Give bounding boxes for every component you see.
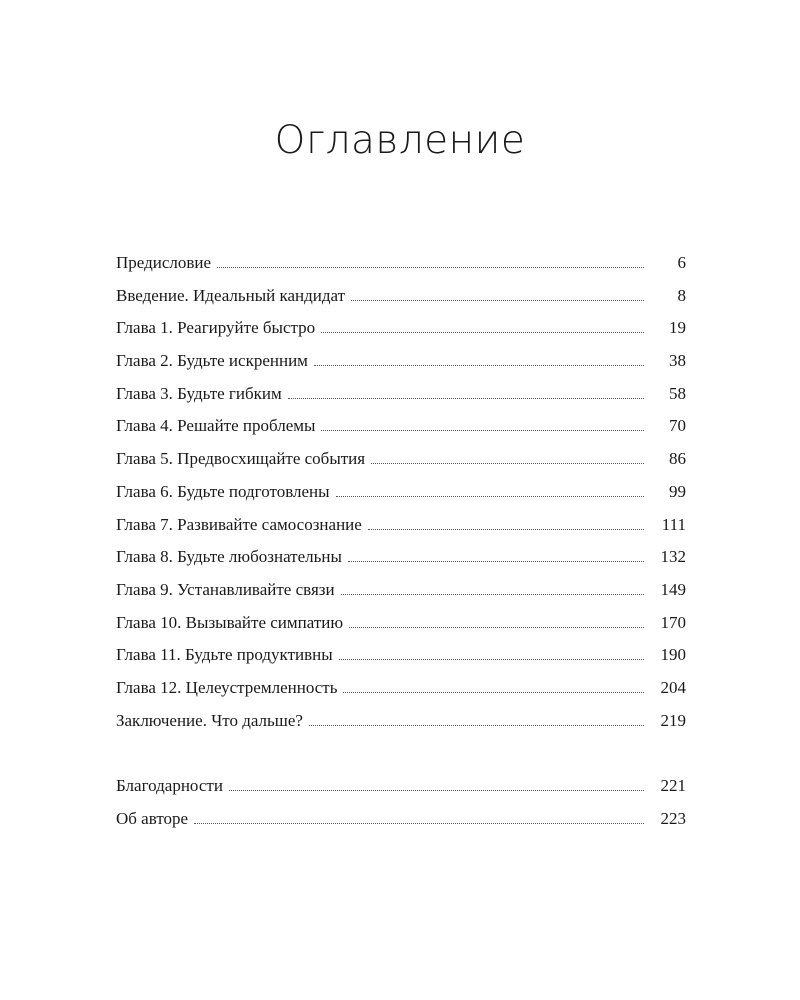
toc-entry-label: Введение. Идеальный кандидат [116,285,346,305]
toc-entry-label: Об авторе [116,808,189,828]
toc-entry-label: Глава 4. Решайте проблемы [116,416,316,436]
toc-entry-label: Глава 10. Вызывайте симпатию [116,612,344,632]
toc-entry-preface[interactable] [116,250,686,283]
toc-entry-page: 58 [669,383,686,403]
toc-entry-page: 204 [660,677,686,697]
toc-entry-page: 8 [677,285,686,305]
dot-leader [229,790,644,791]
dot-leader [343,692,644,693]
dot-leader [288,398,644,399]
toc-entry-label: Предисловие [116,253,212,272]
dot-leader [348,561,644,562]
page-title: Оглавление [274,118,526,163]
dot-leader [339,659,644,660]
toc-entry-chapter-7[interactable] [116,512,686,545]
toc-entry-label: Глава 12. Целеустремленность [116,677,338,697]
toc-entry-acknowledgements[interactable] [116,773,686,806]
toc-entry-conclusion[interactable] [116,708,686,741]
dot-leader [351,300,644,301]
toc-entry-chapter-8[interactable] [116,544,686,577]
toc-entry-page: 38 [669,351,686,371]
toc-entry-chapter-6[interactable] [116,479,686,512]
toc-entry-page: 190 [660,645,686,665]
dot-leader [349,627,644,628]
toc-entry-about-author[interactable] [116,806,686,839]
toc-entry-page: 223 [660,808,686,828]
dot-leader [309,725,644,726]
toc-entry-label: Глава 3. Будьте гибким [116,383,282,403]
dot-leader [217,267,644,268]
toc-entry-chapter-9[interactable] [116,577,686,610]
toc-entry-page: 86 [669,449,686,469]
toc-main-list [116,250,686,740]
toc-entry-chapter-2[interactable] [116,348,686,381]
dot-leader [336,496,644,497]
toc-entry-page: 221 [660,776,686,795]
dot-leader [321,430,644,431]
toc-entry-page: 132 [660,547,686,567]
toc-entry-page: 111 [661,514,686,534]
toc-entry-label: Благодарности [116,776,223,795]
dot-leader [341,594,644,595]
toc-entry-chapter-5[interactable] [116,446,686,479]
toc-entry-page: 6 [677,253,686,272]
toc-entry-label: Глава 5. Предвосхищайте события [116,449,366,469]
toc-entry-chapter-10[interactable] [116,610,686,643]
toc-entry-label: Глава 11. Будьте продуктивны [116,645,333,665]
toc-entry-chapter-11[interactable] [116,642,686,675]
toc-entry-page: 219 [660,710,686,730]
dot-leader [321,332,644,333]
toc-entry-page: 70 [669,416,686,436]
toc-entry-page: 170 [660,612,686,632]
dot-leader [368,529,644,530]
toc-entry-label: Заключение. Что дальше? [116,710,303,730]
toc-entry-label: Глава 6. Будьте подготовлены [116,481,330,501]
toc-entry-chapter-12[interactable] [116,675,686,708]
toc-entry-label: Глава 7. Развивайте самосознание [116,514,362,534]
toc-entry-label: Глава 8. Будьте любознательны [116,547,342,567]
dot-leader [371,463,644,464]
toc-entry-chapter-4[interactable] [116,413,686,446]
toc-back-matter-list [116,773,686,838]
toc-entry-page: 149 [660,579,686,599]
toc-entry-chapter-3[interactable] [116,381,686,414]
dot-leader [314,365,644,366]
toc-entry-label: Глава 2. Будьте искренним [116,351,308,371]
toc-entry-page: 99 [669,481,686,501]
toc-entry-label: Глава 9. Устанавливайте связи [116,579,335,599]
toc-entry-page: 19 [669,318,686,338]
toc-entry-label: Глава 1. Реагируйте быстро [116,318,316,338]
toc-entry-introduction[interactable] [116,283,686,316]
dot-leader [194,823,644,824]
toc-entry-chapter-1[interactable] [116,315,686,348]
